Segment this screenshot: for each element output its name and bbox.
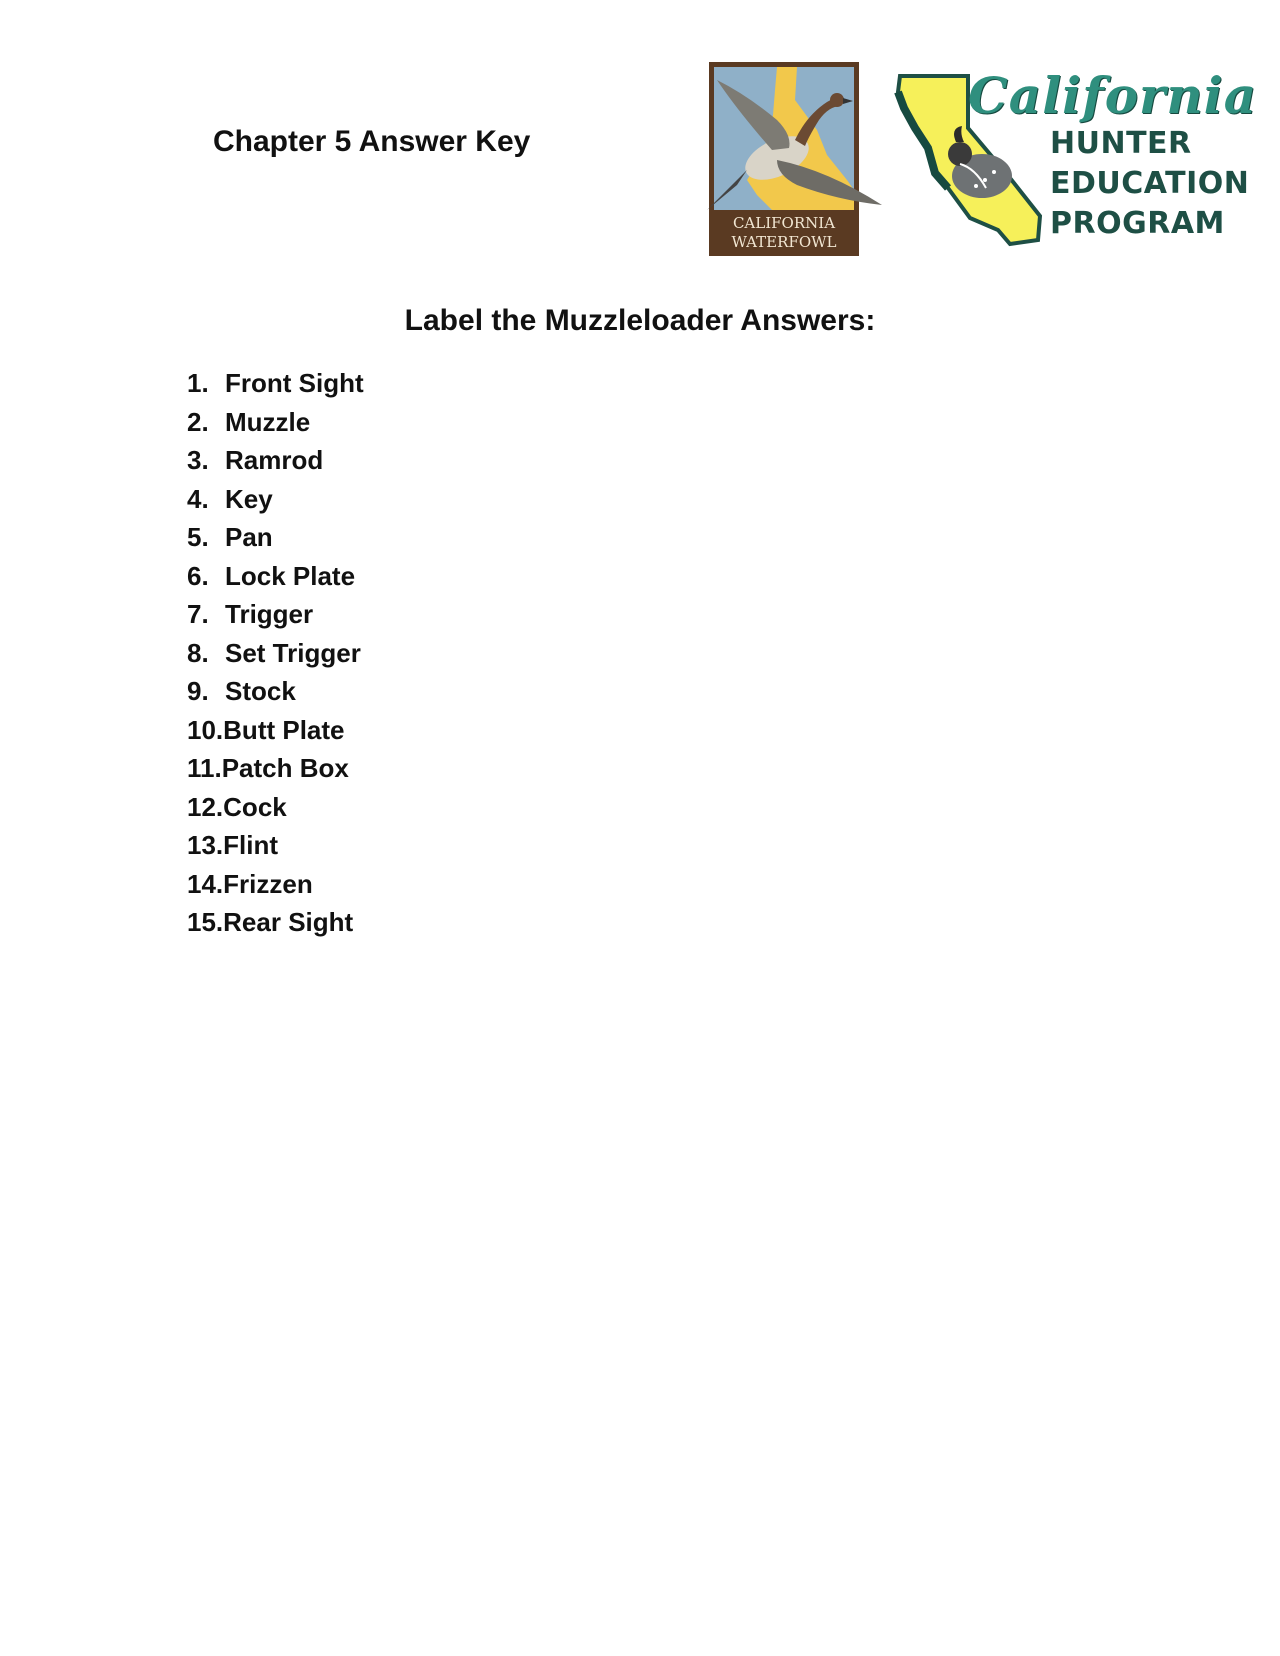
answer-label: Key: [225, 483, 273, 514]
answer-number: 15.: [187, 907, 224, 937]
answer-number: 3.: [187, 445, 209, 475]
hunter-ed-script: California: [968, 66, 1258, 125]
answer-number: 11.: [187, 753, 222, 783]
list-item: [187, 557, 364, 596]
answer-label: Front Sight: [225, 368, 364, 398]
california-waterfowl-logo: [677, 60, 891, 258]
chapter-title: Chapter 5 Answer Key: [213, 125, 531, 158]
waterfowl-line2: WATERFOWL: [731, 233, 837, 251]
list-item: [187, 749, 364, 788]
list-item: [187, 518, 364, 557]
list-item: [187, 826, 364, 865]
list-item: [187, 865, 364, 904]
list-item: [187, 403, 364, 442]
pintail-duck-icon: [677, 60, 891, 258]
section-heading-text: Label the Muzzleloader Answers:: [404, 304, 876, 337]
answer-number: 12.: [187, 791, 224, 822]
list-item: [187, 364, 364, 403]
answer-label: Ramrod: [225, 445, 324, 475]
answer-label: Muzzle: [225, 406, 311, 437]
list-item: [187, 711, 364, 750]
section-heading: [0, 303, 1280, 339]
list-item: [187, 441, 364, 480]
answer-number: 9.: [187, 676, 209, 706]
list-item: [187, 595, 364, 634]
list-item: [187, 480, 364, 519]
list-item: [187, 672, 364, 711]
answer-list: [187, 364, 364, 942]
answer-number: 6.: [187, 560, 209, 591]
answer-number: 14.: [187, 868, 224, 899]
hunter-ed-line2: EDUCATION: [1050, 166, 1250, 201]
hunter-ed-line1: HUNTER: [1050, 126, 1192, 161]
answer-label: Pan: [225, 522, 273, 552]
waterfowl-line1: CALIFORNIA: [732, 214, 836, 232]
answer-label: Frizzen: [223, 868, 313, 899]
answer-label: Lock Plate: [225, 560, 356, 591]
list-item: [187, 903, 364, 942]
answer-number: 10.: [187, 714, 224, 745]
answer-number: 5.: [187, 522, 209, 552]
answer-label: Patch Box: [221, 753, 349, 783]
list-item: [187, 634, 364, 673]
answer-label: Stock: [225, 676, 296, 706]
answer-label: Set Trigger: [225, 637, 361, 668]
answer-label: Flint: [223, 830, 279, 860]
answer-number: 4.: [187, 483, 209, 514]
answer-number: 8.: [187, 637, 209, 668]
answer-number: 2.: [187, 406, 209, 437]
answer-label: Trigger: [225, 599, 314, 629]
hunter-ed-line3: PROGRAM: [1050, 206, 1225, 241]
answer-label: Cock: [223, 791, 287, 822]
answer-number: 1.: [187, 368, 209, 398]
answer-label: Butt Plate: [223, 714, 345, 745]
answer-number: 13.: [187, 830, 224, 860]
answer-number: 7.: [187, 599, 209, 629]
answer-label: Rear Sight: [223, 907, 354, 937]
hunter-education-logo: [890, 66, 1258, 253]
list-item: [187, 788, 364, 827]
